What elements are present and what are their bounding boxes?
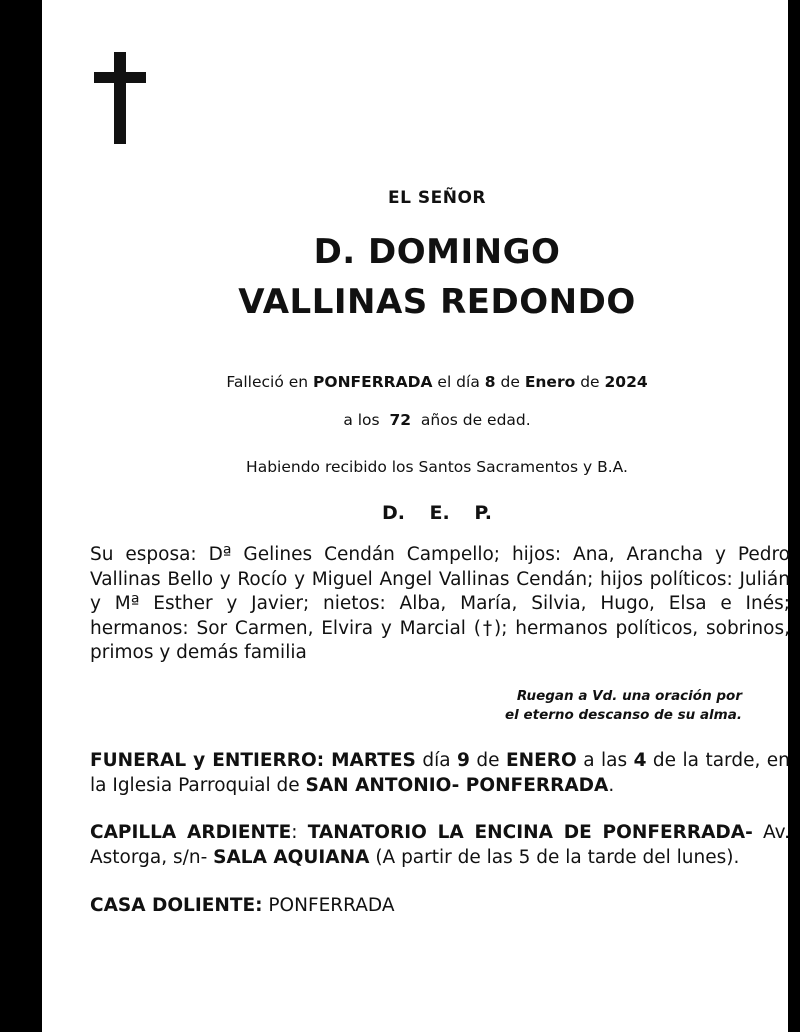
family-text: Su esposa: Dª Gelines Cendán Campello; hijos: Ana, Arancha y Pedro Vallinas Bello y Rocío y Miguel Angel Vallinas Cendán; hijos políticos: Julián y Mª Esther y Javier; nietos: Alba, María, Silvia, Hugo, Elsa e Inés; hermanos: Sor Carmen, Elvira y Marcial (†); hermanos políticos, sobrinos, primos y demás familia [90, 544, 790, 663]
home-info: CASA DOLIENTE: PONFERRADA [90, 895, 395, 916]
chapel-info: CAPILLA ARDIENTE: TANATORIO LA ENCINA DE PONFERRADA- Av. Astorga, s/n- SALA AQUIANA (A partir de las 5 de la tarde del lunes). [90, 822, 790, 868]
obituary-page [42, 0, 788, 1032]
death-info: Falleció en PONFERRADA el día 8 de Enero de 2024 [226, 373, 648, 391]
funeral-info: FUNERAL y ENTIERRO: MARTES día 9 de ENERO a las 4 de la tarde, en la Iglesia Parroquial de SAN ANTONIO- PONFERRADA. [90, 750, 790, 796]
dep-text: D. E. P. [381, 502, 493, 524]
sacraments-text: Habiendo recibido los Santos Sacramentos y B.A. [246, 458, 628, 476]
age-info: a los 72 años de edad. [343, 411, 531, 429]
cross-icon [94, 52, 146, 144]
prayer-text: Ruegan a Vd. una oración por el eterno descanso de su alma. [505, 688, 742, 723]
deceased-name-line2: VALLINAS REDONDO [238, 282, 636, 322]
title-small: EL SEÑOR [388, 188, 486, 208]
deceased-name-line1: D. DOMINGO [313, 232, 561, 272]
